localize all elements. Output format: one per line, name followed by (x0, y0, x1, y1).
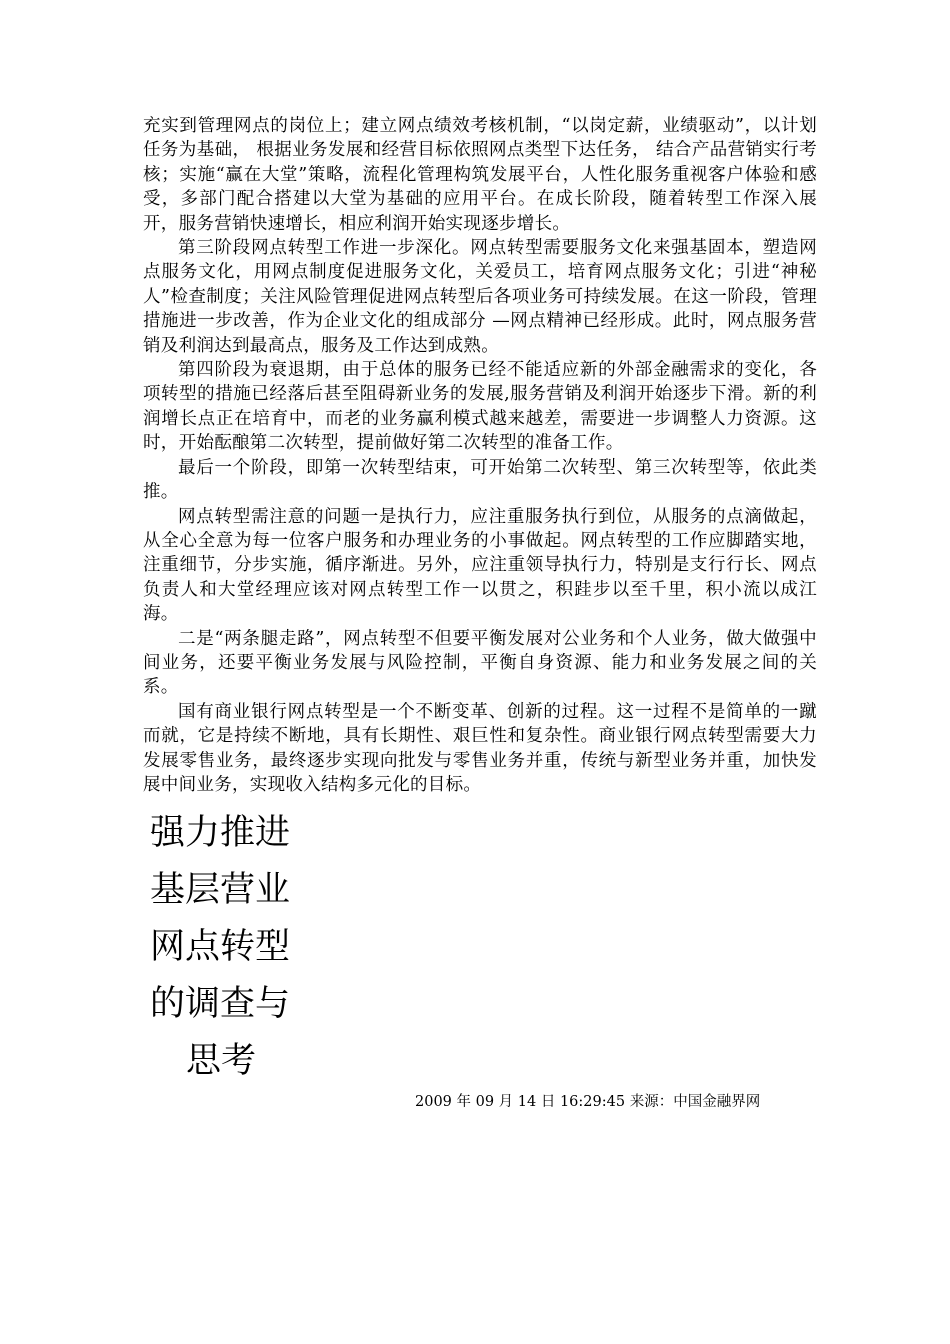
paragraph-5: 网点转型需注意的问题一是执行力，应注重服务执行到位，从服务的点滴做起，从全心全意为每一位客户服务和办理业务的小事做起。网点转型的工作应脚踏实地，注重细节，分步实施，循序渐进。另外，应注重领导执行力，特别是支行行长、网点负责人和大堂经理应该对网点转型工作一以贯之，积跬步以至千里，积小流以成江海。 (143, 506, 817, 625)
paragraph-1: 充实到管理网点的岗位上；建立网点绩效考核机制，“以岗定薪，业绩驱动”，以计划任务为基础， 根据业务发展和经营目标依照网点类型下达任务， 结合产品营销实行考核；实施“赢在大堂”策略，流程化管理构筑发展平台，人性化服务重视客户体验和感受，多部门配合搭建以大堂为基础的应用平台。在成长阶段，随着转型工作深入展开，服务营销快速增长，相应利润开始实现逐步增长。 (143, 116, 817, 234)
title-line-1: 强力推进 (150, 813, 291, 853)
paragraph-6: 二是“两条腿走路”，网点转型不但要平衡发展对公业务和个人业务，做大做强中间业务，还要平衡业务发展与风险控制，平衡自身资源、能力和业务发展之间的关系。 (143, 628, 817, 698)
paragraph-7: 国有商业银行网点转型是一个不断变革、创新的过程。这一过程不是简单的一蹴而就，它是持续不断地，具有长期性、艰巨性和复杂性。商业银行网点转型需要大力发展零售业务，最终逐步实现向批发与零售业务并重，传统与新型业务并重，加快发展中间业务，实现收入结构多元化的目标。 (143, 701, 817, 795)
publish-meta: 2009 年 09 月 14 日 16:29:45 来源：中国金融界网 (415, 1094, 761, 1110)
article-body (143, 114, 817, 797)
title-line-2: 基层营业 (150, 870, 291, 910)
paragraph-2: 第三阶段网点转型工作进一步深化。网点转型需要服务文化来强基固本，塑造网点服务文化，用网点制度促进服务文化，关爱员工，培育网点服务文化；引进“神秘人”检查制度；关注风险管理促进网点转型后各项业务可持续发展。在这一阶段，管理措施进一步改善，作为企业文化的组成部分 —网点精神已经形成。此时，网点服务营销及利润达到最高点，服务及工作达到成熟。 (143, 238, 817, 356)
paragraph-3: 第四阶段为衰退期，由于总体的服务已经不能适应新的外部金融需求的变化，各项转型的措施已经落后甚至阻碍新业务的发展,服务营销及利润开始逐步下滑。新的利润增长点正在培育中，而老的业务赢利模式越来越差，需要进一步调整人力资源。这时，开始酝酿第二次转型，提前做好第二次转型的准备工作。 (143, 360, 817, 454)
paragraph-4: 最后一个阶段，即第一次转型结束，可开始第二次转型、第三次转型等，依此类推。 (143, 457, 817, 503)
title-line-3: 网点转型 (150, 927, 291, 967)
title-line-4: 的调查与 (150, 984, 291, 1024)
article-title (150, 805, 295, 1090)
title-line-5: 思考 (186, 1041, 257, 1081)
